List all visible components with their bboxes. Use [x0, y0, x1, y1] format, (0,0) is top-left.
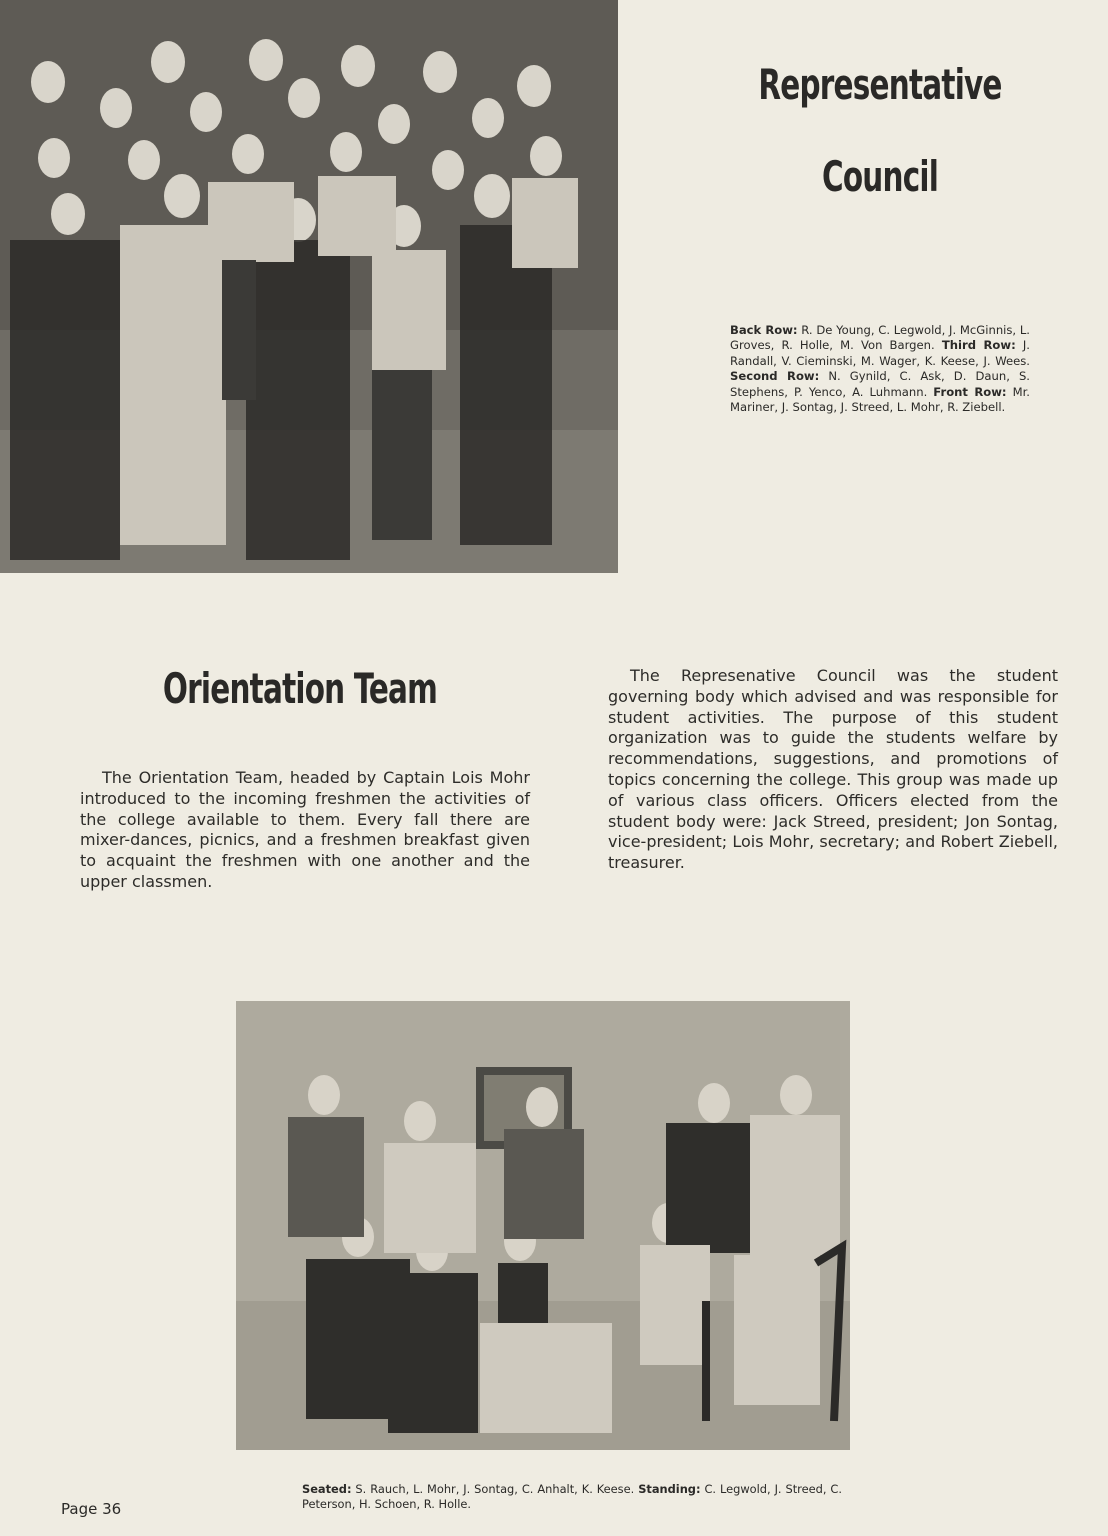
- representative-council-photo-art: [0, 0, 618, 573]
- back-row-label: Back Row:: [730, 323, 798, 337]
- orientation-team-photo-art: [236, 1001, 850, 1450]
- orientation-team-body: The Orientation Team, headed by Captain Lois Mohr introduced to the incoming freshmen the activities of the college available to them. Every fall there are mixer-dances, picnics, and a freshmen breakfast given to acquaint the freshmen with one another and the upper classmen.: [80, 768, 530, 891]
- front-row-label: Front Row:: [933, 384, 1007, 399]
- standing-names: C. Legwold, J. Streed, C. Peterson, H. Schoen, R. Holle.: [302, 1482, 842, 1512]
- orientation-team-title: Orientation Team: [162, 664, 438, 713]
- representative-council-title-line-2: Council: [821, 152, 939, 201]
- representative-council-body: The Represenative Council was the student governing body which advised and was responsible for student activities. The purpose of this student organization was to guide the students welfare by recommendations, suggestions, and promotions of topics concerning the college. This group was made up of various class officers. Officers elected from the student body were: Jack Streed, president; Jon Sontag, vice-president; Lois Mohr, secretary; and Robert Ziebell, treasurer.: [608, 666, 1058, 873]
- third-row-label: Third Row:: [941, 338, 1016, 353]
- second-row-names: N. Gynild, C. Ask, D. Daun, S. Stephens, P. Yenco, A. Luhmann.: [730, 369, 1030, 399]
- third-row-names: J. Randall, V. Cieminski, M. Wager, K. Keese, J. Wees.: [730, 338, 1030, 368]
- orientation-team-photo: [236, 1001, 850, 1450]
- seated-label: Seated:: [302, 1482, 352, 1496]
- front-row-names: Mr. Mariner, J. Sontag, J. Streed, L. Mohr, R. Ziebell.: [730, 384, 1030, 415]
- representative-council-caption: [730, 323, 1030, 415]
- standing-label: Standing:: [638, 1482, 701, 1496]
- second-row-label: Second Row:: [730, 369, 820, 384]
- page-number: Page 36: [61, 1500, 122, 1518]
- seated-names: S. Rauch, L. Mohr, J. Sontag, C. Anhalt, K. Keese.: [351, 1482, 639, 1496]
- representative-council-title-line-1: Representative: [758, 60, 1002, 109]
- orientation-team-caption: [302, 1482, 842, 1513]
- back-row-names: R. De Young, C. Legwold, J. McGinnis, L. Groves, R. Holle, M. Von Bargen.: [730, 323, 1030, 353]
- representative-council-photo: [0, 0, 618, 573]
